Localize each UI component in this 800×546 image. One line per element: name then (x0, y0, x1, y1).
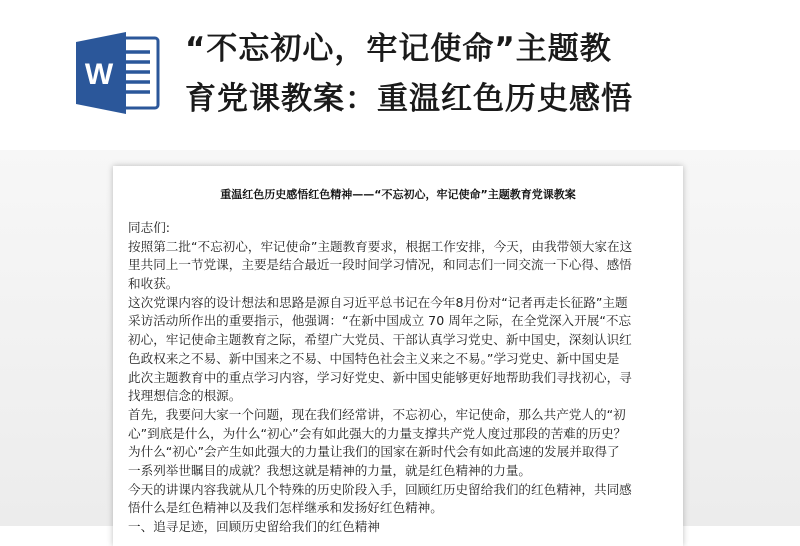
text-line: 里共同上一节党课，主要是结合最近一段时间学习情况，和同志们一同交流一下心得、感悟 (128, 257, 632, 273)
text-line: 首先，我要问大家一个问题，现在我们经常讲，不忘初心，牢记使命，那么共产党人的“初 (128, 406, 626, 422)
document-page (113, 166, 683, 546)
text-line: 找理想信念的根源。 (128, 388, 242, 404)
title-line: “不忘初心，牢记使命”主题教 (185, 31, 612, 67)
text-line: 此次主题教育中的重点学习内容，学习好党史、新中国史能够更好地帮助我们寻找初心，寻 (128, 369, 632, 385)
text-line: 悟什么是红色精神以及我们怎样继承和发扬好红色精神。 (128, 500, 443, 516)
title-line: 育党课教案：重温红色历史感悟 (185, 81, 633, 117)
text-line: 为什么“初心”会产生如此强大的力量让我们的国家在新时代会有如此高速的发展并取得了 (128, 444, 620, 460)
document-title: 重温红色历史感悟红色精神——“不忘初心，牢记使命”主题教育党课教案 (220, 188, 576, 201)
text-line: 采访活动所作出的重要指示，他强调：“在新中国成立 70 周年之际，在全党深入开展“不忘 (128, 313, 632, 329)
header (0, 0, 800, 150)
text-line: 初心，牢记使命主题教育之际，希望广大党员、干部认真学习党史、新中国史，深刻认识红 (128, 332, 632, 348)
text-line: 心”到底是什么，为什么“初心”会有如此强大的力量支撑共产党人度过那段的苦难的历史？ (128, 425, 627, 441)
text-line: 和收获。 (128, 276, 179, 292)
text-line: 今天的讲课内容我就从几个特殊的历史阶段入手，回顾红历史留给我们的红色精神，共同感 (128, 481, 632, 497)
text-line: 这次党课内容的设计想法和思路是源自习近平总书记在今年8月份对“记者再走长征路”主题 (128, 294, 628, 310)
text-line: 一系列举世瞩目的成就？我想这就是精神的力量，就是红色精神的力量。 (128, 462, 531, 478)
svg-text:W: W (84, 58, 114, 91)
text-line: 按照第二批“不忘初心，牢记使命”主题教育要求，根据工作安排，今天，由我带领大家在这 (128, 238, 633, 254)
document-body (128, 219, 673, 537)
text-line: 一、追寻足迹，回顾历史留给我们的红色精神 (128, 519, 380, 534)
word-document-icon (76, 32, 162, 114)
page-title (185, 24, 745, 124)
text-line: 同志们: (128, 220, 171, 235)
text-line: 色政权来之不易、新中国来之不易、中国特色社会主义来之不易。”学习党史、新中国史是 (128, 350, 620, 366)
